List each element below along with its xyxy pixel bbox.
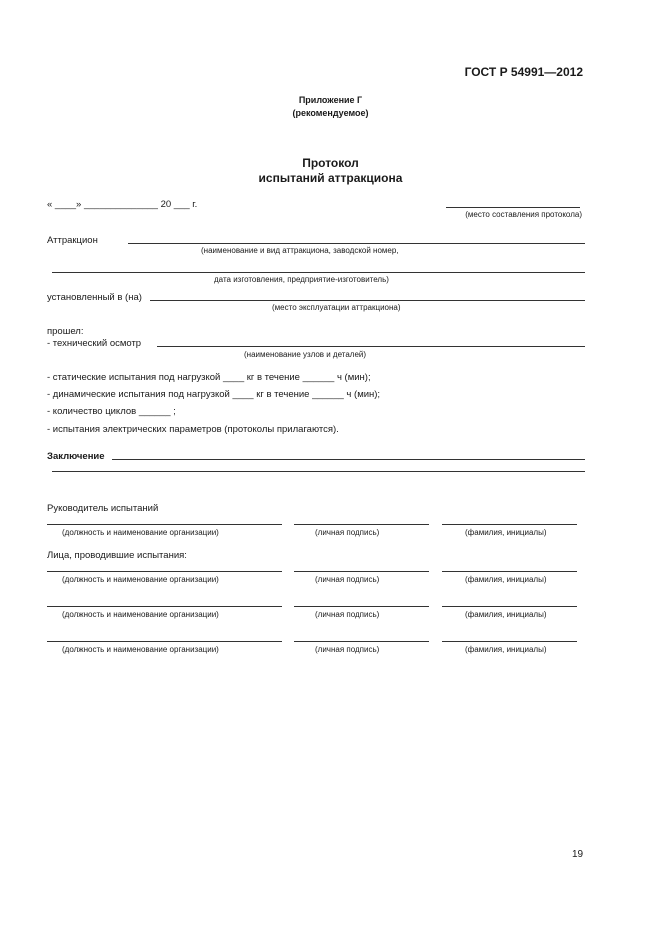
attraction-caption-1: (наименование и вид аттракциона, заводской номер,	[201, 246, 399, 255]
person2-name-line	[442, 606, 577, 607]
passed-label: прошел:	[47, 326, 84, 337]
static-test-line: - статические испытания под нагрузкой ____ кг в течение ______ ч (мин);	[47, 372, 371, 383]
name-caption: (фамилия, инициалы)	[465, 575, 547, 584]
inspection-caption: (наименование узлов и деталей)	[244, 350, 367, 359]
name-caption: (фамилия, инициалы)	[465, 528, 547, 537]
person3-name-line	[442, 641, 577, 642]
signature-caption: (личная подпись)	[315, 575, 380, 584]
name-caption: (фамилия, инициалы)	[465, 610, 547, 619]
name-caption: (фамилия, инициалы)	[465, 645, 547, 654]
installed-caption: (место эксплуатации аттракциона)	[272, 303, 401, 312]
conclusion-label: Заключение	[47, 451, 105, 462]
installed-field-line	[150, 300, 585, 301]
cycles-line: - количество циклов ______ ;	[47, 406, 176, 417]
head-signature-line	[294, 524, 429, 525]
attraction-field-line-2	[52, 272, 585, 273]
person1-name-line	[442, 571, 577, 572]
attraction-label: Аттракцион	[47, 235, 98, 246]
person2-position-line	[47, 606, 282, 607]
head-label: Руководитель испытаний	[47, 503, 159, 514]
protocol-subtitle: испытаний аттракциона	[258, 171, 403, 185]
conclusion-field-line	[112, 459, 585, 460]
place-caption: (место составления протокола)	[465, 210, 582, 219]
person1-position-line	[47, 571, 282, 572]
head-position-line	[47, 524, 282, 525]
position-caption: (должность и наименование организации)	[62, 528, 219, 537]
persons-label: Лица, проводившие испытания:	[47, 550, 187, 561]
attraction-caption-2: дата изготовления, предприятие-изготовитель)	[214, 275, 389, 284]
inspection-label: - технический осмотр	[47, 338, 142, 349]
person1-signature-line	[294, 571, 429, 572]
protocol-title: Протокол	[302, 156, 359, 170]
annex-subtitle: (рекомендуемое)	[292, 108, 369, 118]
electrical-test-line: - испытания электрических параметров (протоколы прилагаются).	[47, 424, 339, 435]
position-caption: (должность и наименование организации)	[62, 645, 219, 654]
person3-signature-line	[294, 641, 429, 642]
conclusion-field-line-2	[52, 471, 585, 472]
signature-caption: (личная подпись)	[315, 645, 380, 654]
inspection-field-line	[157, 346, 585, 347]
page-number: 19	[572, 849, 584, 860]
signature-caption: (личная подпись)	[315, 528, 380, 537]
annex-title: Приложение Г	[298, 95, 363, 105]
date-line: « ____» ______________ 20 ___ г.	[47, 199, 198, 210]
position-caption: (должность и наименование организации)	[62, 610, 219, 619]
attraction-field-line	[128, 243, 585, 244]
signature-caption: (личная подпись)	[315, 610, 380, 619]
installed-label: установленный в (на)	[47, 292, 142, 303]
dynamic-test-line: - динамические испытания под нагрузкой ____ кг в течение ______ ч (мин);	[47, 389, 381, 400]
position-caption: (должность и наименование организации)	[62, 575, 219, 584]
head-name-line	[442, 524, 577, 525]
standard-number: ГОСТ Р 54991—2012	[464, 65, 583, 79]
person3-position-line	[47, 641, 282, 642]
person2-signature-line	[294, 606, 429, 607]
place-field-line	[446, 207, 580, 208]
